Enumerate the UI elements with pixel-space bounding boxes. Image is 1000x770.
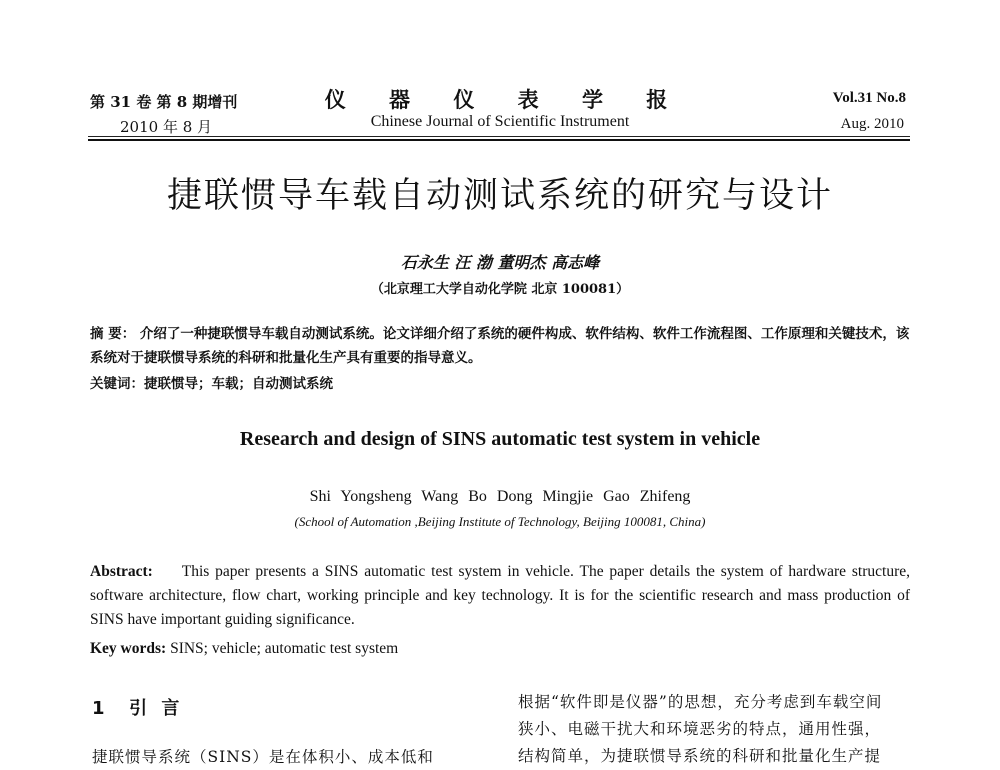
authors-en: Shi Yongsheng Wang Bo Dong Mingjie Gao Zhifeng — [309, 488, 691, 505]
keywords-zh-label: 关键词： — [90, 376, 144, 392]
abstract-en-text: This paper presents a SINS automatic test system in vehicle. The paper details the system of hardware structure, software architecture, flow chart, working principle and key technology. It is for the scientific research and mass production of SINS have important guiding significance. — [90, 563, 910, 628]
keywords-en — [90, 640, 398, 658]
paper-title-zh: 捷联惯导车载自动测试系统的研究与设计 — [166, 176, 833, 216]
abstract-zh-text: 介绍了一种捷联惯导车载自动测试系统。论文详细介绍了系统的硬件构成、软件结构、软件工作流程图、工作原理和关键技术，该系统对于捷联惯导系统的科研和批量化生产具有重要的指导意义。 — [90, 326, 910, 366]
volume-issue: 第 31 卷 第 8 期增刊 — [90, 93, 238, 111]
authors-zh: 石永生 汪 渤 董明杰 高志峰 — [400, 253, 600, 272]
abstract-en-label: Abstract: — [90, 563, 153, 580]
right-column-text — [518, 689, 910, 770]
affiliation-en: (School of Automation ,Beijing Institute of Technology, Beijing 100081, China) — [294, 514, 706, 529]
header-rule-thick — [88, 139, 910, 141]
abstract-zh-label: 摘 要： — [90, 326, 136, 342]
section-heading — [92, 694, 183, 720]
paper-title-en: Research and design of SINS automatic test system in vehicle — [239, 428, 761, 450]
journal-name-en: Chinese Journal of Scientific Instrument — [370, 113, 630, 130]
keywords-zh-text: 捷联惯导；车载；自动测试系统 — [144, 376, 333, 392]
journal-name-zh: 仪 器 仪 表 学 报 — [324, 87, 686, 112]
volume-issue-en: Vol.31 No.8 — [832, 90, 906, 106]
section-number: 1 — [92, 698, 109, 719]
issue-date-en: Aug. 2010 — [840, 116, 904, 132]
affiliation-zh: （北京理工大学自动化学院 北京 100081） — [370, 282, 630, 297]
section-title: 引 言 — [129, 698, 184, 719]
header-rule-thin — [88, 136, 910, 137]
left-column-partial-line: 捷联惯导系统（SINS）是在体积小、成本低和 — [92, 748, 434, 766]
keywords-en-label: Key words: — [90, 640, 167, 657]
abstract-en — [90, 560, 910, 632]
right-column-line: 结构简单，为捷联惯导系统的科研和批量化生产提 — [518, 747, 882, 765]
abstract-zh — [90, 322, 910, 370]
right-column-line: 狭小、电磁干扰大和环境恶劣的特点，通用性强， — [518, 720, 882, 738]
issue-date: 2010 年 8 月 — [120, 118, 213, 136]
keywords-en-text: SINS; vehicle; automatic test system — [170, 640, 399, 657]
right-column-line: 根据“软件即是仪器”的思想，充分考虑到车载空间 — [518, 693, 883, 711]
keywords-zh — [90, 372, 333, 392]
